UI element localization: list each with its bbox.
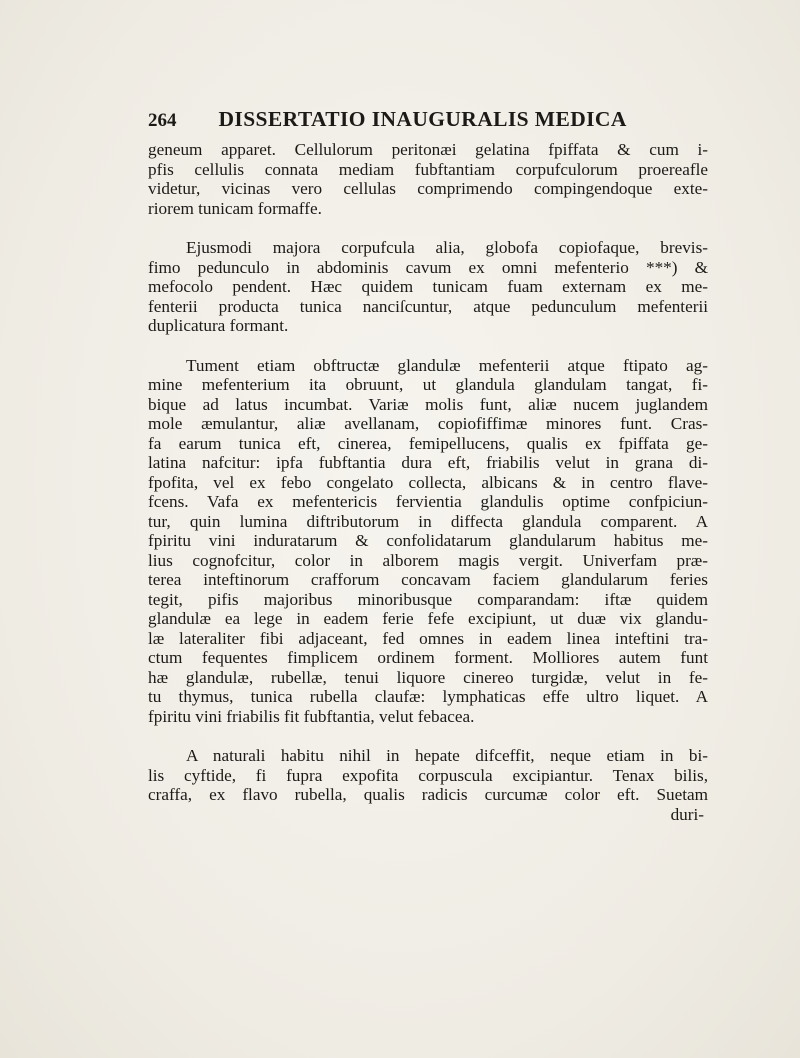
text-line: fcens. Vafa ex mefentericis fervientia glandulis optime confpiciun- — [148, 492, 708, 511]
text-line: terea inteftinorum crafforum concavam faciem glandularum feries — [148, 570, 708, 589]
page-header — [148, 107, 708, 137]
text-line: hæ glandulæ, rubellæ, tenui liquore cinereo turgidæ, velut in fe- — [148, 667, 708, 687]
text-line: mole æmulantur, aliæ avellanam, copiofiffimæ minores funt. Cras- — [148, 414, 708, 433]
text-line: Ejusmodi majora corpufcula alia, globofa copiofaque, brevis- — [186, 238, 708, 257]
text-line: Tument etiam obftructæ glandulæ mefenterii atque ftipato ag- — [186, 355, 708, 375]
text-line: lius cognofcitur, color in alborem magis vergit. Univerfam præ- — [148, 550, 708, 570]
text-line: fpiritu vini friabilis fit fubftantia, velut febacea. — [148, 706, 475, 726]
text-line: mine mefenterium ita obruunt, ut glandula glandulam tangat, fi- — [148, 375, 708, 394]
text-line: tegit, pifis majoribus minoribusque comparandam: iftæ quidem — [148, 589, 708, 609]
text-line: glandulæ ea lege in eadem ferie fefe excipiunt, ut duæ vix glandu- — [148, 609, 708, 628]
text-line: fpiritu vini induratarum & confolidatarum glandularum habitus me- — [148, 531, 708, 550]
text-line: fenterii producta tunica nanciſcuntur, atque pedunculum mefenterii — [148, 296, 708, 316]
paragraph-1 — [148, 140, 708, 218]
text-line: videtur, vicinas vero cellulas comprimendo compingendoque exte- — [148, 179, 708, 198]
text-line: latina nafcitur: ipfa fubftantia dura eft, friabilis velut in grana di- — [148, 453, 708, 472]
running-title: DISSERTATIO INAUGURALIS MEDICA — [218, 107, 627, 131]
paragraph-3 — [148, 356, 708, 727]
text-line: lis cyftide, fi fupra expofita corpuscula excipiantur. Tenax bilis, — [148, 765, 708, 785]
text-line: mefocolo pendent. Hæc quidem tunicam fuam externam ex me- — [148, 277, 708, 296]
page-number: 264 — [148, 110, 177, 131]
text-line: fimo pedunculo in abdominis cavum ex omni mefenterio ***) & — [148, 257, 708, 277]
text-line: tu thymus, tunica rubella claufæ: lymphaticas effe ultro liquet. A — [148, 687, 708, 706]
catchword: duri- — [670, 804, 704, 824]
text-line: geneum apparet. Cellulorum peritonæi gelatina fpiffata & cum i- — [148, 140, 708, 159]
text-line: fa earum tunica eft, cinerea, femipellucens, qualis ex fpiffata ge- — [148, 433, 708, 453]
text-line: fpofita, vel ex febo congelato collecta, albicans & in centro flave- — [148, 472, 708, 492]
text-line: læ lateraliter fibi adjaceant, fed omnes in eadem linea inteftini tra- — [148, 628, 708, 648]
text-line: pfis cellulis connata mediam fubftantiam corpufculorum proereafle — [148, 159, 708, 179]
text-line: craffa, ex flavo rubella, qualis radicis curcumæ color eft. Suetam — [148, 785, 708, 804]
body-text — [148, 140, 708, 825]
text-line: A naturali habitu nihil in hepate difceffit, neque etiam in bi- — [186, 746, 708, 765]
text-line: tur, quin lumina diftributorum in diffecta glandula comparent. A — [148, 511, 708, 531]
text-line: ctum fequentes fimplicem ordinem forment. Molliores autem funt — [148, 648, 708, 667]
text-line: bique ad latus incumbat. Variæ molis funt, aliæ nucem juglandem — [148, 394, 708, 414]
paragraph-4 — [148, 746, 708, 805]
text-line: duplicatura formant. — [148, 316, 289, 335]
paragraph-2 — [148, 238, 708, 336]
text-line: riorem tunicam formaffe. — [148, 198, 322, 218]
